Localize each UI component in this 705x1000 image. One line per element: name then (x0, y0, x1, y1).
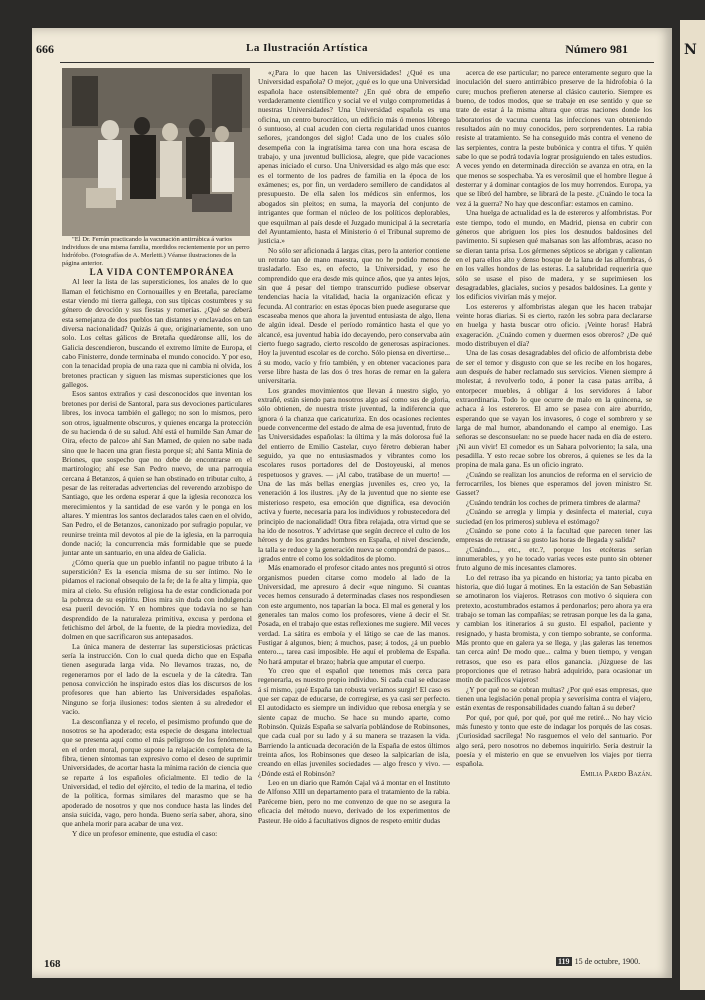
paragraph: Al leer la lista de las supersticiones, los anales de lo que llaman el fetichismo en Cornouailles y en Bretaña, parecíame estar viendo mi tierra gallega, con sus típicas costumbres y su género de devoción y sus fiestas y romerías. ¿Qué se deberá esta semejanza de dos pueblos tan distantes y enclavados en tan diversa nacionalidad? Quizás á que, originariamente, son uno solo. Los celtas gálicos de Bretaña quedáronse allí, los de Galicia descendieron, buscando el extremo límite de Europa, el cabo Finisterre, donde terminaba el mundo conocido. Y por eso, con la tenacidad propia de una raza que ni cambia ni olvida, los bretones practican y siguen las mismas supersticiones que los gallegos. (62, 277, 252, 390)
adjacent-page-fragment: N (684, 42, 697, 58)
paragraph: «¿Para lo que hacen las Universidades! ¿Qué es una Universidad española? O mejor, ¿qué es lo que una Universidad española hace ostensiblemente? ¿En qué obra de empeño verdaderamente científico y social ve el vulgo comprometidas á nuestras Universidades? Una Universidad española es una oficina, un centro burocrático, un edificio más ó menos lóbrego ó suntuoso, al cual acuden con cierta regularidad unos cuantos señores, ¡candongos del siglo! Cada uno de los cuales sólo desempeña con la ingratísima tarea con una hora escasa de trabajo, y una juventud bulliciosa, alegre, que pide vacaciones apenas iniciado el curso. Una Universidad es algo más que eso: es el tormento de los padres de familia en la época de los exámenes; es, por fin, un verdadero semillero de candidatos al presupuesto. De ella salen los médicos sin enfermos, los abogados sin pleitos; en suma, la mayoría del conjunto de intrigantes que forman el núcleo de los políticos deplorables, que esquilman al país desde el Juzgado municipal á la secretaría del Ayuntamiento, hasta el Ministerio ó el Tribunal supremo de justicia.» (258, 68, 450, 246)
magazine-title: La Ilustración Artística (246, 42, 368, 54)
paragraph: Por qué, por qué, por qué, por qué me retiré... No hay vicio más funesto y tonto que este de indagar los porqués de las cosas. ¡Curiosidad sacrílega! No rasguemos el velo del santuario. Por algo será, pero nosotros no debemos inquirirlo. Sería destruir la poesía y el misterio en que se envuelven los viajes por tierra española. (456, 712, 652, 769)
paragraph: ¿Cuándo se realizan los anuncios de reforma en el servicio de ferrocarriles, los bienes que esperamos del joven ministro Sr. Gasset? (456, 469, 652, 498)
paragraph: Y dice un profesor eminente, que estudia el caso: (72, 828, 218, 838)
adjacent-page-strip (680, 20, 705, 990)
paragraph: Los grandes movimientos que llevan á nuestro siglo, yo extrañé, están siendo para nosotros algo así como sus de gloria, sólo obtienen, de nuestra triste juventud, la indiferencia que ignora ó la chanza que caricaturiza. En dos ocasiones recientes puede convencerme del estado de alma de esa juventud, fruto de las Universidades españolas: la última y la más dolorosa fué la del entierro de Emilio Castelar, cuyo féretro debieran haber seguido, ya que no entusiasmados y vibrantes como los escolares rusos portadores del de Dostoyeuski, al menos respetuosos y graves. — ¡Al cabo, tratábase de un muerto! — Una de las más bellas energías juveniles es, creo yo, la veneración á los ilustres. ¡Ay de la juventud que no siente ese misterioso respeto, esa emoción que dignifica, esa devoción activa y fuerte, necesaria para los individuos y robustecedora del principio de nacionalidad! Otra fibra relajada, otra virtud que se ha ido de nosotros. Y advirtase que según decrece el culto de los héroes y de los grandes hombres en España, el nivel desciende, la talla se reduce y la generación nueva se compondrá de pasos... ¡grados entre el como los soldaditos de plomo. (258, 385, 450, 563)
footer-date-block (556, 957, 640, 966)
photo-illustration (62, 68, 250, 236)
paragraph: acerca de ese particular; no parece enteramente seguro que la inoculación del suero antirrábico preserve de la hidrofobia ó la cure; muchos prefieren atenerse al clásico cauterio. Siempre es bueno, de todos modos, que se trabaje en ese sentido y que se trate de estar á la misma altura que otras naciones donde los laboratorios de vacuna cuenta las infecciones van obteniendo resultados aún no muy conocidos, pero sorprendentes. La rabia resiste al tratamiento. Se ha conseguido más contra el veneno de las serpientes, contra la peste bubónica y contra el tifus. Y quién sabe lo que se podrá todavía lograr prosiguiendo en tales estudios. A veces yendo en determinada dirección se avanza en otra, en la que menos se sospechaba. Ya es verosímil que el hombre llegue á desterrar y á dominar contagios de los muy horrendos. Europa, ya que se libró del hambre, se librará de la peste. ¿Cuándo le toca la vez á la guerra? No hay que desconfiar: estamos en camino. (456, 68, 652, 208)
page-header (36, 42, 656, 64)
column-1 (62, 68, 252, 838)
paragraph: ¿Cuándo tendrán los coches de primera timbres de alarma? (466, 497, 641, 507)
paragraph: Esos santos extraños y casi desconocidos que inventan los bretones por derisi de Santoral, para sus devociones particulares libres, los invoca también el gallego; no son lo mismos, pero son otros, igualmente obscuros, y quienes encarga la protección de su hacienda ó de su salud. Ahí está el humilde San Amar de Oira, efecto de palco» ahí San Mamed, de quien no sabe nada sino que le hacen una gran fiesta porque sí; ahí Santa Minia de Briones, que sospecho que no debe de encontrarse en el martirologio; ahí ese San Pedro nuevo, de una parroquia cercana á Betanzos, á quien se han obstinado en tributar culto, á pesar de las reiteradas advertencias del reverendo arzobispo de Santiago, que les ordena esperar á que la iglesia reconozca los merecimientos y la santidad de ese varón y le ponga en los altares. Y mientras los santos declarados tales caen en el olvido, San Pedro, el de Betanzos, canonizado por sufragio popular, ve reunirse treinta mil devotos al pie de la iglesia, en la parroquia donde nació; la concurrencia más formidable que se puede juntar ante un santuario, en una aldea de Galicia. (62, 389, 252, 558)
paragraph: Lo del retraso iba ya picando en historia; ya tanto picaba en historia, que dió lugar á motines. En la estación de San Sebastián se amotinaron los viajeros. Retrasos con motivo ó siquiera con pretexto, acostumbrados estamos á perdonarlos; pero ahora ya era trabajo se toman las compañías; se retrasan porque les da la gana, y cambian los itinerarios á su gusto. El español, paciente y resignado, y hasta bromista, y con tiempo sobrante, se conforma. Más pronto que en galera ya se llega, y ¡las galeras las tenemos tan cerca aún! De modo que... calma y buen tiempo, y vengan retrasos, que eso es para ellos ganancia. ¡Júzguese de las proporciones que el retraso habrá adquirido, para ocasionar un motín de pacíficos viajeros! (456, 572, 652, 685)
paragraph: No sólo ser aficionada á largas citas, pero la anterior contiene un retrato tan de mano maestra, que no he podido menos de trasladarlo. Eso es, en efecto, la Universidad, y eso he comprendido que era desde mis quince años, que ya antes lejos, sin que á pesar del tiempo transcurrido pudiese observar tendencias hacia la vitalidad, hacia la organización eficaz y fecunda. Al contrario: en estas épocas bien puede asegurarse que escaseaba menos que ahora la juventud entusiasta de algo, llena de algún ideal. Desde el período romántico hasta el que yo alcancé, esa juventud había ido decayendo, pero conservaba aún cierto fuego sagrado, cierto rescoldo de generosas aspiraciones. Hoy la juventud escolar es de corcho. Sólo piensa en divertirse... á su modo, vacío y frío también, y en obtener vacaciones para verse libre hasta de las dos ó tres horas de remar en la galera universitaria. (258, 245, 450, 386)
column-3 (456, 68, 652, 778)
paragraph: La desconfianza y el recelo, el pesimismo profundo que de nosotros se ha apoderado; esta especie de desgana intelectual que se presenta aquí como el más peligroso de los fenómenos, en el orden moral, porque supone la relajación completa de la fibra, tienen síntomas tan expresivo como el deseo de suprimir Universidades, de acortar hasta la mínima ración de ciencia que se reparte á los españoles oficialmente. El tedio de la Universidad, el tedio del ejército, el tedio de la marina, el tedio de la política, formas similares del marasmo que se ha apoderado de nosotros y que nos conduce hasta las lindes del ansia suicida, vago, pero honda. Bueno sería saber, ahora, sino que anhela morir para acabar de una vez. (62, 716, 252, 829)
column-2 (258, 68, 450, 825)
paragraph: Más enamorado el profesor citado antes nos preguntó si otros organismos pueden citarse como modelo al lado de la Universidad, me apresuro á decir «que ninguno. Si cuantas veces hemos censurado á determinadas clases nos respondiesen con este argumento, nos taparían la boca. El mal es general y los generales tan malos como los profesores, viene á decir el Sr. Posada, en el trabajo que estas reflexiones me sugiere. Mil veces verdad. La sátira es emboía y el látigo se cae de las manos. Fustigar á algunos, bien; á muchos, pase; á todos, ¿á un pueblo entero..., tarea casi imposible. He aquí el problema de España. No hará amputar el brazo; habría que amputar el cuerpo. (258, 563, 450, 666)
paragraph: Una huelga de actualidad es la de estereros y alfombristas. Por este tiempo, todo el mundo, en Madrid, piensa en cubrir con géneros que abriguen los pies los desnudos baldosines del pavimento. Si supiesen qué malsanas son las alfombras, acaso no se dieran tanta prisa. Los gérmenes sépticos se abrigan y calientan en el para ellos alto y denso bosque de la lana de las alfombras, ó en los valles hondos de las esteras. La salubridad requeriría que sólo se usase el piso de madera, y se suprimiesen los desagradables, glaciales, sucios y pesados baldosines. La gente y los edificios vivirían más y mejor. (456, 208, 652, 302)
paragraph: Los estereros y alfombristas alegan que les hacen trabajar veinte horas diarias. Si es cierto, razón les sobra para declararse en huelga y hasta buscar otro oficio. ¡Veinte horas! Habrá exageración. ¿Cuándo comen y duermen esos obreros? ¿De qué modo distribuyen el día? (456, 301, 652, 348)
paragraph: ¿Cuándo se pone coto á la facultad que parecen tener las empresas de retrasar á su gusto las horas de llegada y salida? (456, 525, 652, 545)
section-title: LA VIDA CONTEMPORÁNEA (89, 267, 235, 277)
paragraph: Yo creo que el español que tenemos más cerca para regenerarla, es nuestro propio individuo. Si cada cual se educase á sí mismo, ¡qué España tan robusta veríamos surgir! El caso es que ser capaz de educarse, de corregirse, es ya casi ser perfecto. El autodidacto es siempre un individuo que rebosa energía y se siente capaz de mucho. Se hace su mundo aparte, como Robinsón. Quizás España se salvaría poblándose de Robinsones, que cada cual por su lado y á su manera se trazasen la vida. Barriendo la anticuada decoración de la España de estos últimos treinta años, los Robinsones que deseo la salpicarían de isla, creando en ellas juveniles sociedades — algo fresco y vivo. — ¿Dónde está el Robinsón? (258, 666, 450, 778)
paragraph: ¿Cómo quería que un pueblo infantil no pague tributo á la superstición? Es la esencia misma de su ser íntimo. No le pidamos el racional obsequio de la fe; de la fe alta y limpia, que mira al cielo. Su efusión religiosa ha de estar condicionada por la pobreza de su espíritu. Dios mira sin duda con indulgencia esa pueril devoción. Y en hombres que todavía no se han desprendido de la naturaleza primitiva, excusa y perdona el fetichismo del árbol, de la fuente, de la piedra moviediza, del dolmen en que sacrificaron sus antepasados. (62, 557, 252, 642)
header-rule (60, 62, 654, 63)
issue-number: Número 981 (565, 42, 628, 56)
author-signature: Emilia Pardo Bazán. (580, 768, 652, 778)
photo-caption: "El Dr. Ferrán practicando la vacunación antirrábica á varios individuos de una misma familia, mordidos recientemente por un perro hidrófobo. (Fotografías de A. Merletti.) Véanse ilustraciones de la página anterior. (62, 236, 250, 267)
footer-page-number: 168 (44, 958, 61, 970)
issue-date: 15 de octubre, 1900. (574, 957, 641, 966)
paragraph: ¿Cuándo se arregla y limpia y desinfecta el material, cuya suciedad (en los primeros) subleva el estómago? (456, 507, 652, 526)
paragraph: ¿Cuándo..., etc., etc.?, porque los etcéteras serían innumerables, y yo he tocado varias veces este punto sin obtener fruto alguno de mis incesantes clamores. (456, 544, 652, 573)
volume-badge: 119 (558, 957, 570, 966)
paragraph: La única manera de desterrar las supersticiosas prácticas sería la instrucción. Con lo cual queda dicho que en España tienen asegurada larga vida. No llevamos trazas, no, de regenerarnos por el lado de la escuela y de la cátedra. Tan penosa convicción he inspirado estos días los discursos de los profesores que han abierto las Universidades españolas. Ninguno se forja ilusiones: todos sienten á su alrededor el vacío. (62, 641, 252, 717)
page-number: 666 (36, 42, 54, 56)
paragraph: Una de las cosas desagradables del oficio de alfombrista debe de ser el temor y disgusto con que se les recibe en los hogares, aun después de haber reclamado sus servicios. Vienen siempre á molestar, á revolverlo todo, á poner la casa patas arriba, á entorpecer muebles, á obligar á los servidores á labor extraordinaria. Todo lo que ocurre de malo en la quincena, se achaca á los estereros. El amo se pasea con aire aburrido, esperando que se vayan los invasores, ó coge el sombrero y se larga de mal humor, abandonando el campo al enemigo. Las señoras se desconsuelan: no se puede hacer nada en día de estero. ¡Ni aun vivir! El comedor es un Sahara polvoriento; la sala, una pesadilla. Y esto recae sobre los obreros, á quienes se les da la propina de mala gana. Es un oficio ingrato. (456, 348, 652, 470)
ferran-vaccination-photo (62, 68, 250, 236)
paragraph: Leo en un diario que Ramón Cajal vá á montar en el Instituto de Alfonso XIII un departamento para el tratamiento de la rabia. Paréceme bien, pero no me convenzo de que no se asegura la eficacia del método nuevo, derivado de los experimentos de Pasteur. He oído á facultativos dignos de respeto emitir dudas (258, 778, 450, 825)
paragraph: ¿Y por qué no se cobran multas? ¿Por qué esas empresas, que tienen una legislación penal propia y severísima contra el viajero, están exentas de responsabilidades cuando faltan á su deber? (456, 684, 652, 713)
